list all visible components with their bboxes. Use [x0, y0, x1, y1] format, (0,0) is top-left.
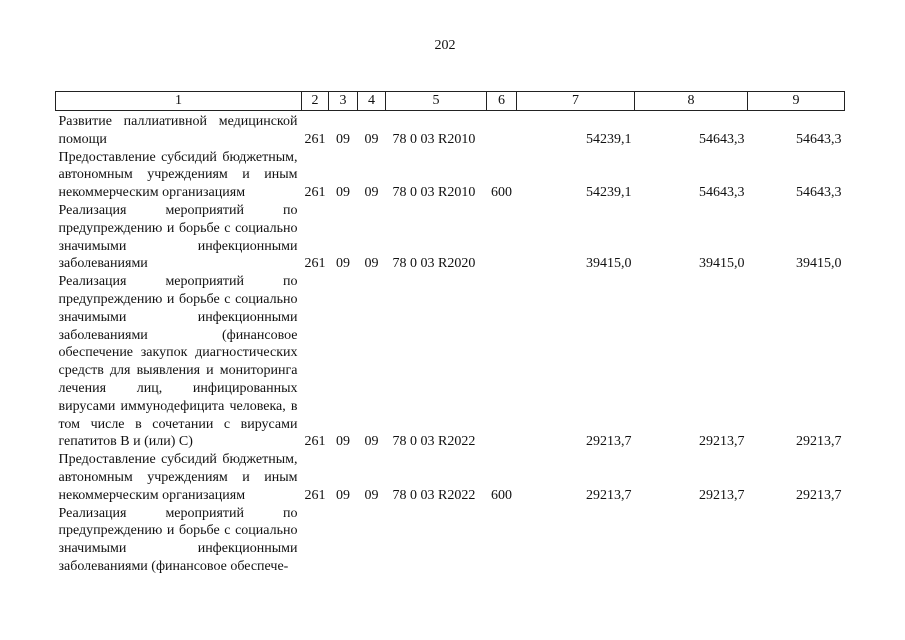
cell-section [329, 505, 358, 576]
cell-subsection: 09 [364, 487, 379, 503]
cell-target-article: 78 0 03 R2010 [392, 185, 476, 201]
cell-amount-col9: 39415,0 [796, 256, 842, 272]
cell-amount-col9: 29213,7 [796, 434, 842, 450]
cell-ministry-code: 261 [304, 487, 326, 503]
cell-expense-type: 600 [491, 487, 512, 503]
table-row [56, 273, 845, 451]
cell-section: 09 [336, 185, 350, 201]
row-description: Развитие паллиативной медицинской помощи [58, 114, 298, 147]
row-description: Реализация мероприятий по предупреждению и борьбе с социально значимыми инфекционными заболеваниями (финансовое обеспече- [58, 505, 298, 574]
column-header-8: 8 [635, 92, 748, 111]
column-header-2: 2 [302, 92, 329, 111]
cell-amount-col8: 29213,7 [699, 434, 745, 450]
row-description: Реализация мероприятий по предупреждению и борьбе с социально значимыми инфекционными заболеваниями (финансовое обеспечение закупок диагностических средств для выявления и мониторинга лечения лиц, инфицированных вирусами иммунодефицита человека, в том числе в сочетании с вирусами гепатитов B и (или) C) [58, 274, 298, 450]
cell-expense-type [487, 113, 517, 149]
cell-amount-col7: 54239,1 [586, 131, 632, 147]
cell-amount-col9: 29213,7 [796, 487, 842, 503]
cell-section: 09 [336, 434, 350, 450]
cell-subsection: 09 [364, 185, 379, 201]
cell-ministry-code: 261 [304, 256, 326, 272]
cell-expense-type: 600 [491, 185, 512, 201]
cell-section: 09 [336, 256, 350, 272]
column-header-6: 6 [487, 92, 517, 111]
cell-amount-col8: 54643,3 [699, 131, 745, 147]
cell-amount-col7: 39415,0 [586, 256, 632, 272]
cell-target-article: 78 0 03 R2010 [392, 131, 476, 147]
cell-subsection: 09 [364, 256, 379, 272]
table-row [56, 113, 845, 149]
cell-amount-col9: 54643,3 [796, 131, 842, 147]
row-description: Предоставление субсидий бюджетным, автономным учреждениям и иным некоммерческим организациям [58, 452, 298, 503]
cell-amount-col8: 54643,3 [699, 185, 745, 201]
cell-amount-col7: 54239,1 [586, 185, 632, 201]
cell-subsection: 09 [364, 434, 379, 450]
cell-amount-col8: 39415,0 [699, 256, 745, 272]
row-description: Предоставление субсидий бюджетным, автономным учреждениям и иным некоммерческим организациям [58, 149, 298, 201]
cell-amount-col8 [635, 505, 748, 576]
page-number: 202 [434, 38, 456, 53]
cell-amount-col7: 29213,7 [586, 487, 632, 503]
cell-section: 09 [336, 131, 350, 147]
cell-ministry-code [302, 505, 329, 576]
cell-expense-type [487, 202, 517, 273]
table-row [56, 149, 845, 202]
cell-amount-col9: 54643,3 [796, 185, 842, 201]
row-description: Реализация мероприятий по предупреждению и борьбе с социально значимыми инфекционными заболеваниями [58, 202, 298, 272]
column-header-5: 5 [386, 92, 487, 111]
table-row [56, 202, 845, 273]
cell-amount-col8: 29213,7 [699, 487, 745, 503]
table-row [56, 505, 845, 576]
cell-target-article: 78 0 03 R2020 [392, 256, 476, 272]
table-row [56, 451, 845, 504]
cell-target-article: 78 0 03 R2022 [392, 487, 476, 503]
column-header-9: 9 [748, 92, 845, 111]
cell-expense-type [487, 273, 517, 451]
cell-ministry-code: 261 [304, 131, 326, 147]
column-header-3: 3 [329, 92, 358, 111]
cell-target-article [386, 505, 487, 576]
column-header-4: 4 [358, 92, 386, 111]
column-header-7: 7 [517, 92, 635, 111]
cell-subsection [358, 505, 386, 576]
cell-ministry-code: 261 [304, 434, 326, 450]
cell-amount-col7: 29213,7 [586, 434, 632, 450]
cell-expense-type [487, 505, 517, 576]
cell-target-article: 78 0 03 R2022 [392, 434, 476, 450]
cell-ministry-code: 261 [304, 185, 326, 201]
cell-subsection: 09 [364, 131, 379, 147]
header-row [56, 92, 845, 111]
cell-amount-col9 [748, 505, 845, 576]
cell-section: 09 [336, 487, 350, 503]
column-header-1: 1 [56, 92, 302, 111]
budget-table [55, 91, 845, 576]
cell-amount-col7 [517, 505, 635, 576]
